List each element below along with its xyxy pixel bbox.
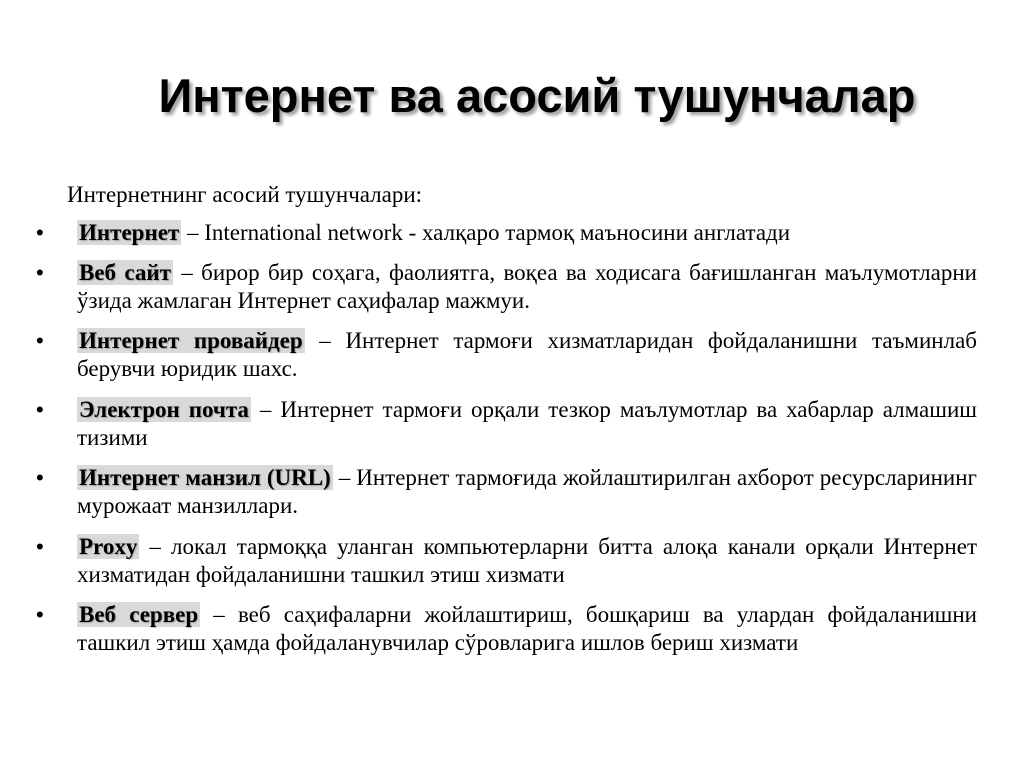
definition: – Интернет тармоғи орқали тезкор маълумотлар ва хабарлар алмашиш тизими: [77, 397, 977, 450]
definition: – веб саҳифаларни жойлаштириш, бошқариш ва улардан фойдаланишни ташкил этиш ҳамда фойдаланувчилар сўровларига ишлов бериш хизмати: [77, 602, 977, 655]
list-item-text: [77, 533, 977, 589]
term: Proxy: [79, 534, 138, 559]
bullet-marker: •: [36, 260, 44, 285]
bullet-marker: •: [36, 602, 44, 627]
slide-title: Интернет ва асосий тушунчалар: [158, 69, 916, 122]
list-item-text: [77, 219, 977, 247]
list-item-text: [77, 601, 977, 657]
bullet-marker: •: [36, 328, 44, 353]
bullet-marker: •: [36, 397, 44, 422]
term: Интернет манзил (URL): [79, 465, 331, 490]
bullet-marker: •: [36, 465, 44, 490]
definition: – локал тармоққа уланган компьютерларни битта алоқа канали орқали Интернет хизматидан фойдаланишни ташкил этиш хизмати: [77, 534, 977, 587]
intro-text: Интернетнинг асосий тушунчалари:: [67, 182, 423, 207]
list-item-text: [77, 396, 977, 452]
term: Интернет: [79, 220, 180, 245]
bullet-marker: •: [36, 534, 44, 559]
term: Веб сайт: [79, 260, 171, 285]
definition: – Интернет тармоғи хизматларидан фойдаланишни таъминлаб берувчи юридик шахс.: [77, 328, 977, 381]
list-item-text: [77, 327, 977, 383]
bullet-marker: •: [36, 220, 44, 245]
term: Интернет провайдер: [79, 328, 303, 353]
list-item-text: [77, 259, 977, 315]
definition: – International network - халқаро тармоқ маъносини англатади: [181, 220, 791, 245]
definition: – бирор бир соҳага, фаолиятга, воқеа ва ходисага бағишланган маълумотларни ўзида жамлаган Интернет саҳифалар мажмуи.: [77, 260, 977, 313]
term: Электрон почта: [79, 397, 249, 422]
list-item-text: [77, 464, 977, 520]
definition: – Интернет тармоғида жойлаштирилган ахборот ресурсларининг мурожаат манзиллари.: [77, 465, 977, 518]
term: Веб сервер: [79, 602, 199, 627]
